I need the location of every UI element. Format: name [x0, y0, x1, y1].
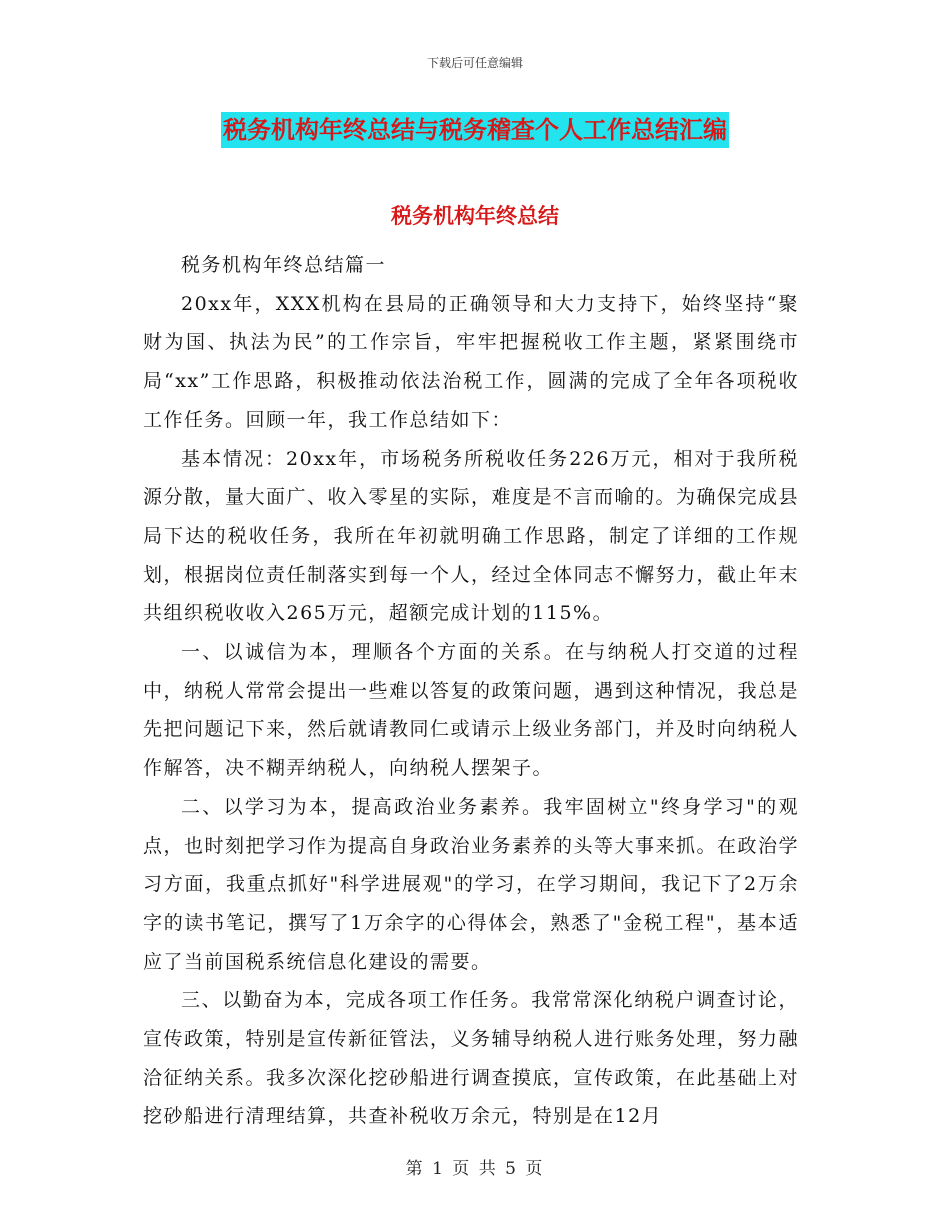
- page-header-note: 下载后可任意编辑: [426, 56, 523, 70]
- document-body: [143, 246, 799, 1136]
- paragraph: 一、以诚信为本，理顺各个方面的关系。在与纳税人打交道的过程中，纳税人常常会提出一些难以答复的政策问题，遇到这种情况，我总是先把问题记下来，然后就请教同仁或请示上级业务部门，并及时向纳税人作解答，决不糊弄纳税人，向纳税人摆架子。: [143, 641, 800, 780]
- document-title-container: [0, 112, 950, 148]
- page-number: 第 1 页 共 5 页: [405, 1159, 545, 1179]
- section-title: 税务机构年终总结: [391, 204, 559, 228]
- paragraph: 基本情况：20xx年，市场税务所税收任务226万元，相对于我所税源分散，量大面广、收入零星的实际，难度是不言而喻的。为确保完成县局下达的税收任务，我所在年初就明确工作思路，制定了详细的工作规划，根据岗位责任制落实到每一个人，经过全体同志不懈努力，截止年末共组织税收收入265万元，超额完成计划的115%。: [143, 447, 800, 625]
- paragraph: 20xx年，XXX机构在县局的正确领导和大力支持下，始终坚持“聚财为国、执法为民”的工作宗旨，牢牢把握税收工作主题，紧紧围绕市局“xx”工作思路，积极推动依法治税工作，圆满的完成了全年各项税收工作任务。回顾一年，我工作总结如下：: [143, 292, 799, 431]
- paragraph: 二、以学习为本，提高政治业务素养。我牢固树立"终身学习"的观点，也时刻把学习作为提高自身政治业务素养的头等大事来抓。在政治学习方面，我重点抓好"科学进展观"的学习，在学习期间，我记下了2万余字的读书笔记，撰写了1万余字的心得体会，熟悉了"金税工程"，基本适应了当前国税系统信息化建设的需要。: [143, 795, 800, 973]
- document-title: 税务机构年终总结与税务稽查个人工作总结汇编: [221, 112, 729, 148]
- paragraph-subtitle: 税务机构年终总结篇一: [181, 254, 387, 276]
- paragraph: 三、以勤奋为本，完成各项工作任务。我常常深化纳税户调查讨论，宣传政策，特别是宣传新征管法，义务辅导纳税人进行账务处理，努力融洽征纳关系。我多次深化挖砂船进行调查摸底，宣传政策，在此基础上对挖砂船进行清理结算，共查补税收万余元，特别是在12月: [143, 989, 800, 1128]
